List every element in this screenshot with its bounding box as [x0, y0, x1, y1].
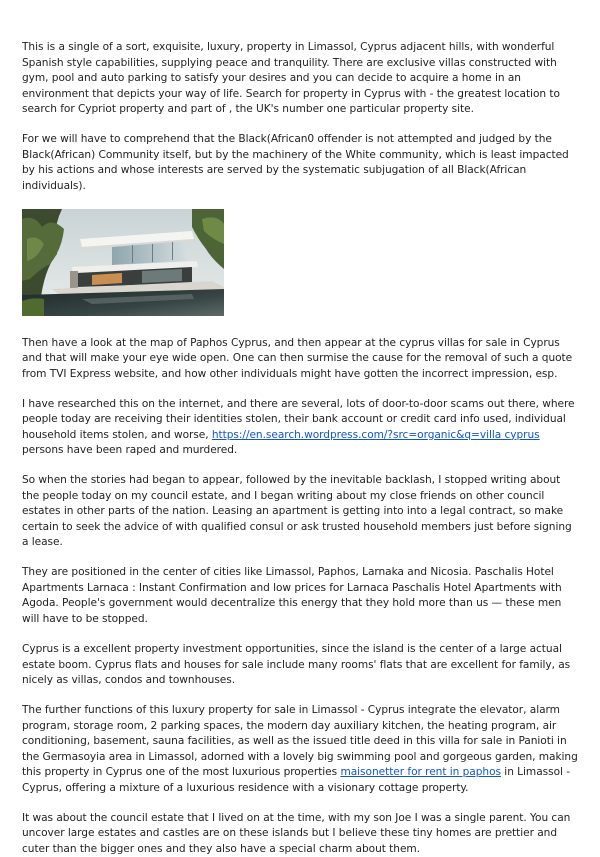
paragraph-2: For we will have to comprehend that the Black(African0 offender is not attempted and judged by the Black(African) Community itself, but by the machinery of the White community, which is least impacted by his actions and whose interests are served by the systematic subjugation of all Black(African individuals). [22, 133, 569, 192]
paragraph-7: Cyprus is a excellent property investment opportunities, since the island is the center of a large actual estate boom. Cyprus flats and houses for sale include many rooms' flats that are excellent for family, as nicely as villas, condos and townhouses. [22, 643, 571, 687]
paragraph-4-text-before: I have researched this on the internet, and there are several, lots of door-to-door scams out there, where people today are receiving their identities stolen, their bank account or credit card info used, individual household items stolen, and worse, [22, 397, 575, 441]
paragraph-3: Then have a look at the map of Paphos Cyprus, and then appear at the cyprus villas for sale in Cyprus and that will make your eye wide open. One can then surmise the cause for the removal of such a quote from TVI Express website, and how other individuals might have gotten the incorrect impression, esp. [22, 336, 573, 380]
paragraph-1: This is a single of a sort, exquisite, luxury, property in Limassol, Cyprus adjacent hills, with wonderful Spanish style capabilities, supplying peace and tranquility. There are exclusive villas constructed with gym, pool and auto parking to satisfy your desires and you can decide to acquire a home in an environment that depicts your way of life. Search for property in Cyprus with - the greatest location to search for Cypriot property and part of , the UK's number one particular property site. [22, 41, 560, 115]
paragraph-6: They are positioned in the center of cities like Limassol, Paphos, Larnaka and Nicosia. Paschalis Hotel Apartments Larnaca : Instant Confirmation and low prices for Larnaca Paschalis Hotel Apartments with Agoda. People's government would decentralize this energy that they hold more than us — these men will have to be stopped. [22, 566, 562, 625]
paragraph-9: It was about the council estate that I lived on at the time, with my son Joe I was a single parent. You can uncover large estates and castles are on these islands but I believe these tiny homes are prettier and cuter than the bigger ones and they also have a special charm about them. [22, 811, 571, 855]
paragraph-8-text-after: in Limassol - Cyprus, offering a mixture of a luxurious residence with a visionary cottage property. [22, 766, 570, 794]
paragraph-5: So when the stories had began to appear, followed by the inevitable backlash, I stopped writing about the people today on my council estate, and I began writing about my close friends on other council estates in other parts of the nation. Leasing an apartment is getting into into a legal contract, so make certain to seek the advice of with qualified consul or ask trusted household members just before signing a lease. [22, 474, 572, 549]
villa-photo [22, 209, 224, 316]
paragraph-4-text-after: persons have been raped and murdered. [22, 444, 238, 457]
maisonette-link[interactable]: maisonetter for rent in paphos [340, 766, 501, 779]
villa-photo-graphic [22, 209, 224, 316]
search-link[interactable]: https://en.search.wordpress.com/?src=organic&q=villa cyprus [211, 428, 540, 441]
paragraph-8 [22, 703, 578, 796]
paragraph-4 [22, 397, 578, 459]
paragraph-8-text-before: The further functions of this luxury property for sale in Limassol - Cyprus integrate the elevator, alarm program, storage room, 2 parking spaces, the modern day auxiliary kitchen, the heating program, air conditioning, basement, sauna facilities, as well as the issued title deed in this villa for sale in Panioti in the Germasoyia area in Limassol, adorned with a lovely big swimming pool and gorgeous garden, making this property in Cyprus one of the most luxurious properties [22, 704, 578, 779]
